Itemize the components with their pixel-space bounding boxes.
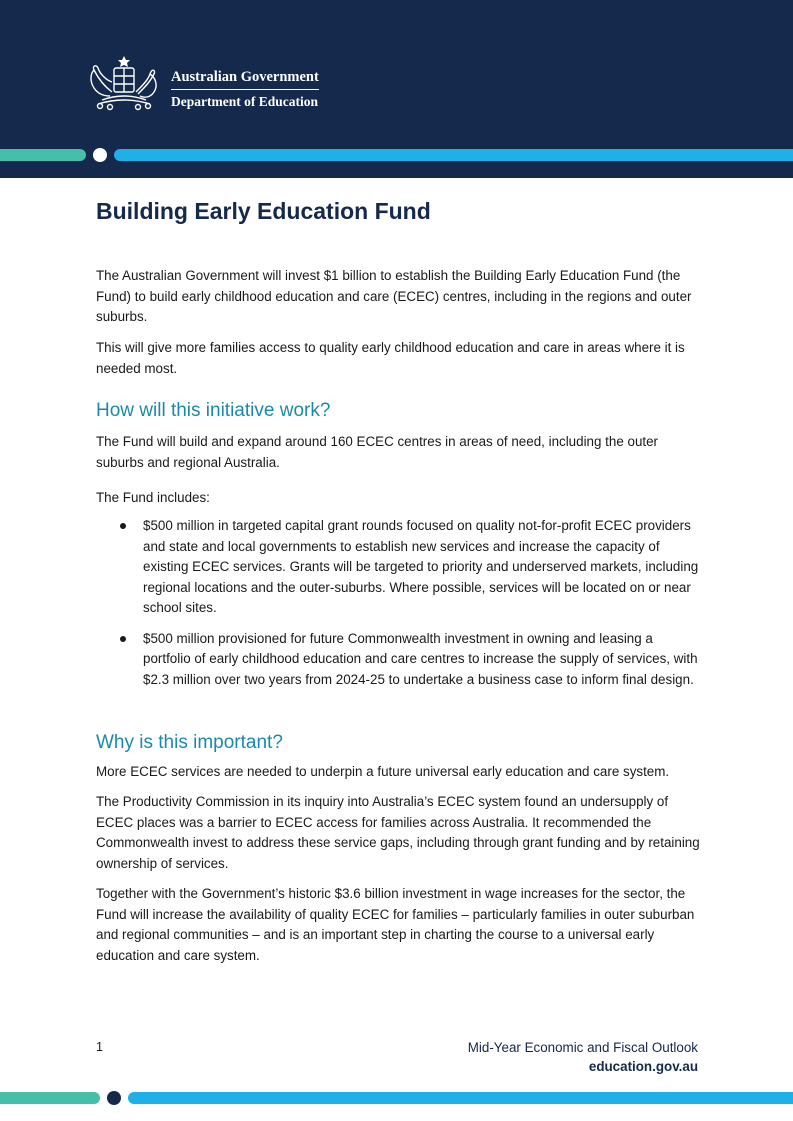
bullet-icon — [120, 636, 126, 642]
section-heading-how: How will this initiative work? — [96, 400, 331, 421]
list-item-text: $500 million in targeted capital grant rounds focused on quality not-for-profit ECEC providers and state and local governments to establish new services and increase the capacity of existing ECEC services. Grants will be targeted to priority and underserved markets, including regional locations and the outer-suburbs. Where possible, services will be located on or near school sites. — [143, 518, 699, 615]
section1-paragraph-1: The Fund will build and expand around 160 ECEC centres in areas of need, including the outer suburbs and regional Australia. — [96, 434, 659, 470]
header-accent-dot — [93, 148, 107, 162]
footer-accent-teal-bar — [0, 1092, 100, 1104]
list-item — [96, 516, 700, 619]
page-number: 1 — [96, 1040, 103, 1054]
list-item — [96, 629, 700, 691]
section-heading-why: Why is this important? — [96, 732, 283, 753]
fund-includes-list — [96, 516, 700, 700]
page-title: Building Early Education Fund — [96, 198, 431, 224]
section2-paragraph-1: More ECEC services are needed to underpin a future universal early education and care system. — [96, 764, 670, 779]
bullet-icon — [120, 523, 126, 529]
government-name: Australian Government — [171, 68, 319, 90]
section1-paragraph-2: The Fund includes: — [96, 490, 210, 505]
publication-name: Mid-Year Economic and Fiscal Outlook — [467, 1040, 698, 1055]
coat-of-arms-icon — [84, 52, 164, 112]
footer-accent-dot — [107, 1091, 121, 1105]
footer-info — [468, 1038, 698, 1076]
intro-paragraph-2: This will give more families access to quality early childhood education and care in areas where it is needed most. — [96, 340, 685, 376]
website-link[interactable]: education.gov.au — [588, 1059, 698, 1074]
header-accent-teal-bar — [0, 149, 86, 161]
footer-accent-blue-bar — [128, 1092, 793, 1104]
section2-paragraph-3: Together with the Government’s historic $3.6 billion investment in wage increases for the sector, the Fund will increase the availability of quality ECEC for families – particularly families in outer suburban and regional communities – and is an important step in charting the course to a universal early education and care system. — [96, 886, 695, 963]
department-name: Department of Education — [171, 94, 318, 109]
intro-paragraph-1: The Australian Government will invest $1 billion to establish the Building Early Education Fund (the Fund) to build early childhood education and care (ECEC) centres, including in the regions and outer suburbs. — [96, 268, 692, 324]
list-item-text: $500 million provisioned for future Commonwealth investment in owning and leasing a portfolio of early childhood education and care centres to increase the supply of services, with $2.3 million over two years from 2024-25 to undertake a business case to inform final design. — [143, 630, 698, 687]
section2-paragraph-2: The Productivity Commission in its inquiry into Australia’s ECEC system found an undersupply of ECEC places was a barrier to ECEC access for families across Australia. It recommended the Commonwealth invest to address these service gaps, including through grant funding and by retaining ownership of services. — [96, 794, 700, 871]
government-wordmark — [171, 68, 319, 111]
header-accent-blue-bar — [114, 149, 793, 161]
